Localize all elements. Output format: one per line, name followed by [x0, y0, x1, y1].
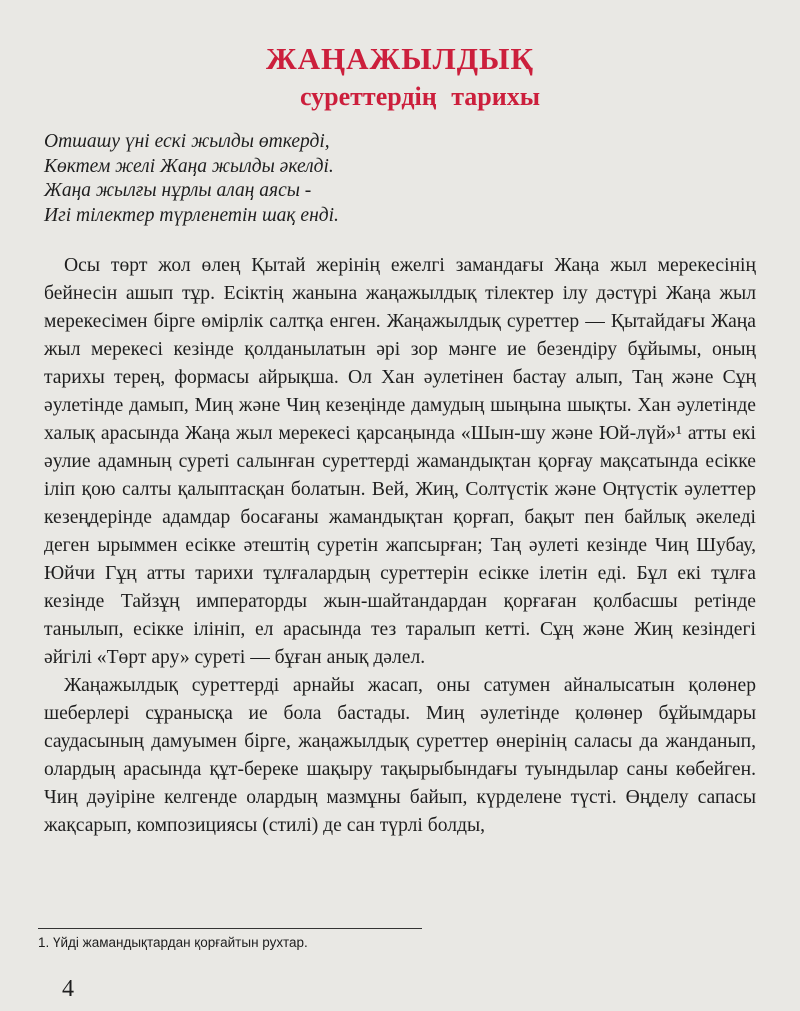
paragraph: Осы төрт жол өлең Қытай жерінің ежелгі замандағы Жаңа жыл мерекесінің бейнесін ашып тұр. Есіктің жанына жаңажылдық тілектер ілу дәстүрі Жаңа жыл мерекесімен бірге өмірлік салтқа енген. Жаңажылдық суреттер — Қытайдағы Жаңа жыл мерекесі кезінде қолданылатын әрі зор мәнге ие безендіру бұйымы, оның тарихы терең, формасы айрықша. Ол Хан әулетінен бастау алып, Таң және Сұң әулетінде дамып, Миң және Чиң кезеңінде дамудың шыңына шықты. Хан әулетінде халық арасында Жаңа жыл мерекесі қарсаңында «Шын-шу және Юй-лүй»¹ атты екі әулие адамның суреті салынған суреттерді жамандықтан қорғау мақсатында есікке іліп қою салты қалыптасқан болатын. Вей, Жиң, Солтүстік және Оңтүстік әулеттер кезеңдерінде адамдар босағаны жамандықтан қорғап, бақыт пен байлық әкеледі деген ырыммен есікке әтештің суретін жапсырған; Таң әулеті кезінде Чиң Шубау, Юйчи Гұң атты тарихи тұлғалардың суреттерін есікке ілетін еді. Бұл екі тұлға кезінде Тайзұң императорды жын-шайтандардан қорғаған қолбасшы ретінде танылып, есікке ілініп, ел арасында тез таралып кетті. Сұң және Жиң кезіндегі әйгілі «Төрт ару» суреті — бұған анық дәлел.	[44, 255, 756, 668]
paragraph: Жаңажылдық суреттерді арнайы жасап, оны сатумен айналысатын қолөнер шеберлері сұранысқа ие бола бастады. Миң әулетінде қолөнер бұйымдары саудасының дамуымен бірге, жаңажылдық суреттер өнерінің саласы да жанданып, олардың арасында құт-береке шақыру тақырыбындағы туындылар саны көбейген. Чиң дәуіріне келгенде олардың мазмұны байып, күрделене түсті. Өңделу сапасы жақсарып, композициясы (стилі) де сан түрлі болды,	[44, 675, 756, 836]
page-number: 4	[62, 976, 74, 1002]
poem-line: Көктем желі Жаңа жылды әкелді.	[44, 155, 334, 177]
page-subtitle: суреттердің тарихы	[299, 82, 541, 111]
body-text	[44, 252, 756, 840]
epigraph-poem	[44, 130, 564, 228]
page-title: ЖАҢАЖЫЛДЫҚ	[266, 41, 534, 76]
poem-line: Игі тілектер түрленетін шақ енді.	[44, 204, 339, 226]
footnote-divider	[38, 928, 422, 929]
poem-line: Жаңа жылғы нұрлы алаң аясы -	[44, 180, 312, 201]
poem-line: Отшашу үні ескі жылды өткерді,	[44, 131, 330, 152]
footnote: 1. Үйді жамандықтардан қорғайтын рухтар.	[38, 935, 308, 950]
